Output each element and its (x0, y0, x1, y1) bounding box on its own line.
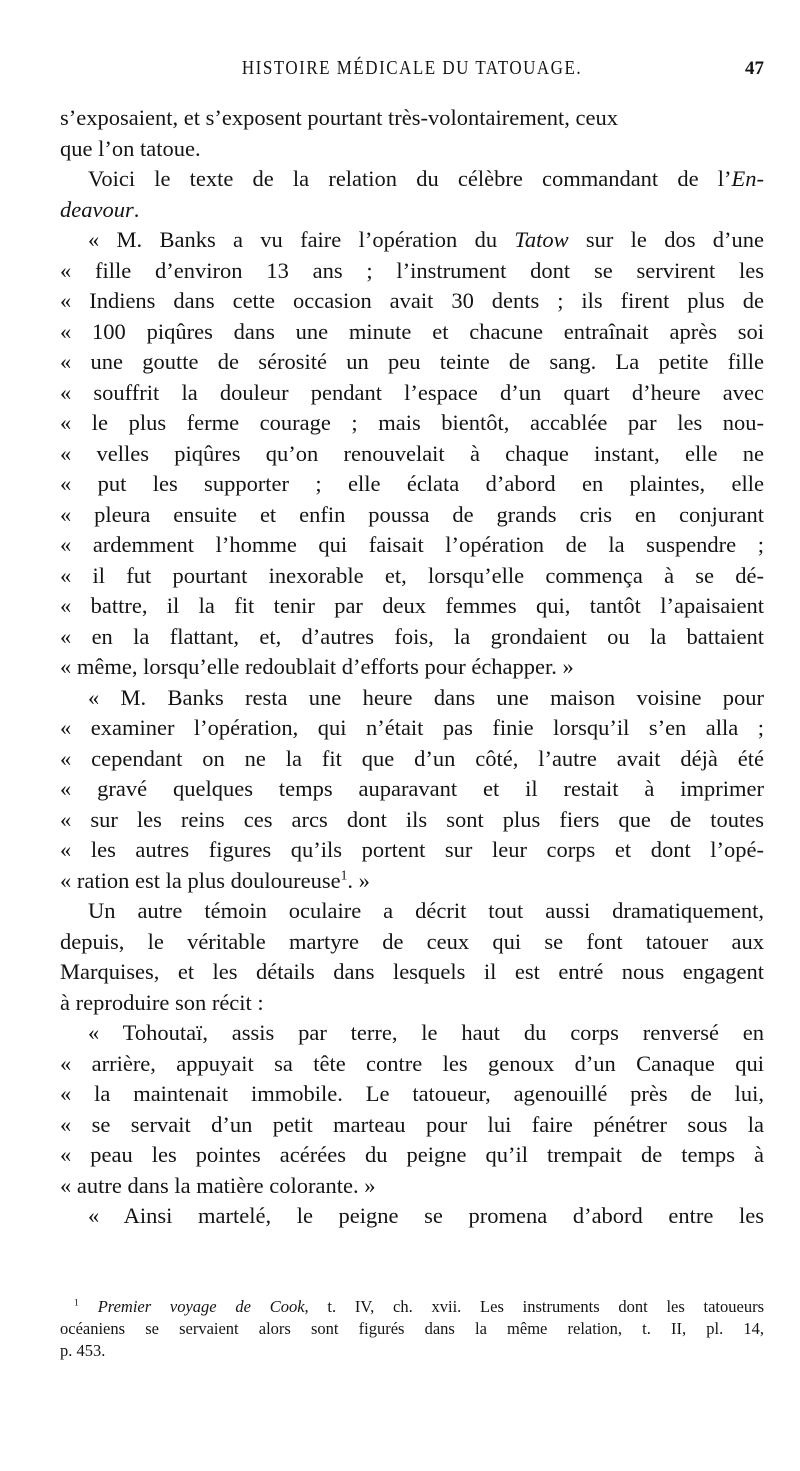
text-line: « il fut pourtant inexorable et, lorsqu’elle commença à se dé- (60, 562, 764, 588)
text-line: « même, lorsqu’elle redoublait d’efforts pour échapper. » (60, 654, 574, 679)
text-line: « peau les pointes acérées du peigne qu’il trempait de temps à (60, 1142, 764, 1167)
text-line: Un autre témoin oculaire a décrit tout aussi dramatiquement, (88, 898, 764, 923)
text-line: « Tohoutaï, assis par terre, le haut du corps renversé en (88, 1020, 764, 1045)
text-line: « en la flattant, et, d’autres fois, la grondaient ou la battaient (60, 623, 764, 649)
text-line: « Ainsi martelé, le peigne se promena d’abord entre les (88, 1203, 764, 1228)
text-line: « put les supporter ; elle éclata d’abord en plaintes, elle (60, 471, 764, 496)
page-header (60, 58, 764, 88)
text-line: « Indiens dans cette occasion avait 30 dents ; ils firent plus de (60, 288, 764, 313)
footnote-line: p. 453. (60, 1341, 106, 1360)
text-line: « velles piqûres qu’on renouvelait à chaque instant, elle ne (60, 440, 764, 466)
text-line: Voici le texte de la relation du célèbre commandant de l’En- (88, 166, 764, 191)
text-line: « pleura ensuite et enfin poussa de grands cris en conjurant (60, 501, 764, 527)
footnote-line: océaniens se servaient alors sont figurés dans la même relation, t. II, pl. 14, (60, 1319, 764, 1338)
running-head: HISTOIRE MÉDICALE DU TATOUAGE. (241, 56, 583, 79)
main-text (60, 103, 764, 1232)
text-line: « battre, il la fit tenir par deux femmes qui, tantôt l’apaisaient (60, 593, 764, 618)
text-line: « la maintenait immobile. Le tatoueur, agenouillé près de lui, (60, 1081, 764, 1106)
text-line: s’exposaient, et s’exposent pourtant très-volontairement, ceux (60, 105, 618, 130)
footnote-marker: 1 (74, 1297, 79, 1309)
text-line: « examiner l’opération, qui n’était pas finie lorsqu’il s’en alla ; (60, 715, 764, 740)
text-line: deavour. (60, 196, 140, 222)
text-line: « une goutte de sérosité un peu teinte de sang. La petite fille (60, 349, 764, 374)
text-line: « cependant on ne la fit que d’un côté, l’autre avait déjà été (60, 745, 764, 771)
text-line: « les autres figures qu’ils portent sur leur corps et dont l’opé- (60, 837, 764, 862)
text-line: depuis, le véritable martyre de ceux qui se font tatouer aux (60, 928, 764, 954)
text-line: « arrière, appuyait sa tête contre les genoux d’un Canaque qui (60, 1050, 764, 1076)
text-line: « gravé quelques temps auparavant et il restait à imprimer (60, 776, 764, 801)
text-line: « ration est la plus douloureuse$^1$. » (60, 867, 370, 893)
text-line: « autre dans la matière colorante. » (60, 1172, 376, 1198)
text-line: « sur les reins ces arcs dont ils sont plus fiers que de toutes (60, 806, 764, 832)
text-line: que l’on tatoue. (60, 135, 201, 161)
footnote-line: $^1$ Premier voyage de Cook, t. IV, ch. xvii. Les instruments dont les tatoueurs (74, 1297, 765, 1316)
text-line: « le plus ferme courage ; mais bientôt, accablée par les nou- (60, 410, 764, 435)
text-line: Marquises, et les détails dans lesquels il est entré nous engagent (60, 959, 764, 984)
text-line: à reproduire son récit : (60, 989, 264, 1015)
text-line: « fille d’environ 13 ans ; l’instrument dont se servirent les (60, 257, 764, 283)
text-line: « souffrit la douleur pendant l’espace d’un quart d’heure avec (60, 379, 764, 405)
text-line: « M. Banks a vu faire l’opération du Tatow sur le dos d’une (88, 227, 764, 252)
page-number: 47 (745, 58, 764, 79)
text-line: « M. Banks resta une heure dans une maison voisine pour (88, 684, 764, 710)
footnote-reference: 1 (340, 867, 348, 882)
text-line: « ardemment l’homme qui faisait l’opération de la suspendre ; (60, 532, 764, 557)
footnotes (60, 1296, 764, 1362)
text-line: « se servait d’un petit marteau pour lui faire pénétrer sous la (60, 1111, 764, 1137)
text-line: « 100 piqûres dans une minute et chacune entraînait après soi (60, 318, 764, 344)
